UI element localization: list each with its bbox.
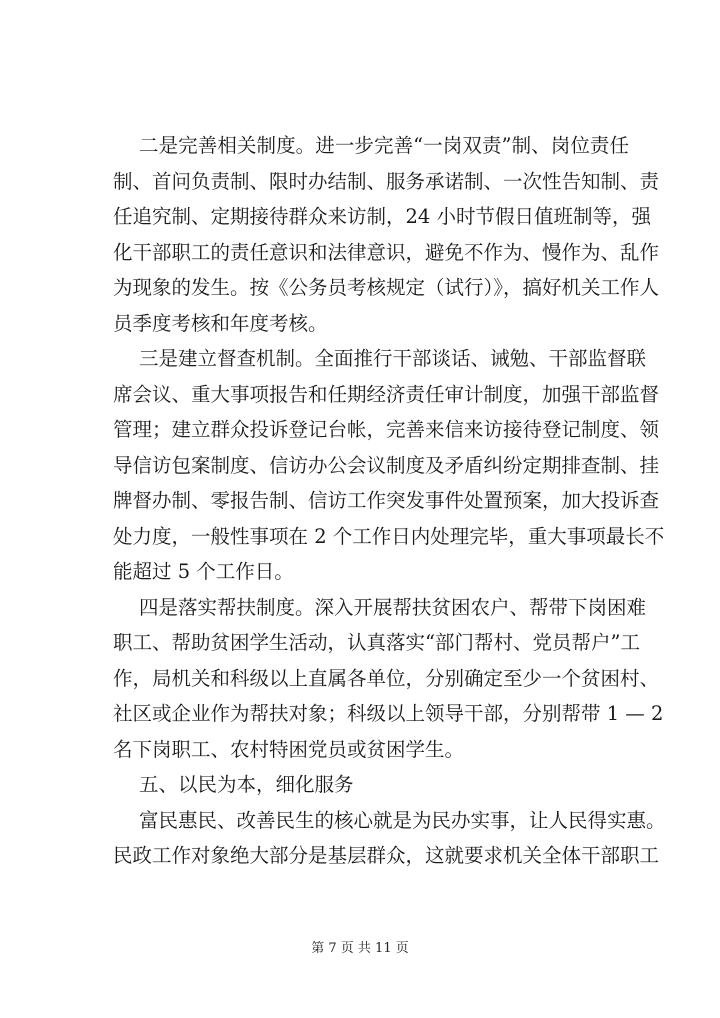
paragraph-assistance-system	[113, 590, 664, 768]
text-line: 二是完善相关制度。进一步完善“一岗双责”制、岗位责任	[139, 134, 629, 157]
text-line: 席会议、重大事项报告和任期经济责任审计制度，加强干部监督	[113, 382, 660, 406]
text-line: 处力度，一般性事项在 2 个工作日内处理完毕，重大事项最长不	[113, 524, 665, 548]
text-line: 员季度考核和年度考核。	[113, 311, 328, 335]
paragraph-improve-systems	[113, 128, 660, 341]
text-line: 牌督办制、零报告制、信访工作突发事件处置预案，加大投诉查	[113, 489, 660, 512]
text-line: 社区或企业作为帮扶对象；科级以上领导干部，分别帮带 1 — 2	[113, 702, 664, 725]
text-line: 四是落实帮扶制度。深入开展帮扶贫困农户、帮带下岗困难	[139, 595, 647, 619]
text-line: 民政工作对象绝大部分是基层群众，这就要求机关全体干部职工	[113, 844, 660, 867]
section-heading: 五、以民为本，细化服务	[139, 773, 354, 796]
text-line: 管理；建立群众投诉登记台帐，完善来信来访接待登记制度、领	[113, 418, 660, 441]
document-body	[113, 128, 666, 874]
text-line: 职工、帮助贫困学生活动，认真落实“部门帮村、党员帮户”工	[113, 631, 640, 654]
paragraph-supervision-mechanism	[113, 341, 665, 590]
text-line: 能超过 5 个工作日。	[113, 560, 294, 583]
text-line: 富民惠民、改善民生的核心就是为民办实事，让人民得实惠。	[139, 808, 666, 832]
text-line: 任追究制、定期接待群众来访制，24 小时节假日值班制等，强	[113, 205, 652, 228]
text-line: 三是建立督查机制。全面推行干部谈话、诫勉、干部监督联	[139, 347, 647, 370]
text-line: 名下岗职工、农村特困党员或贫困学生。	[113, 737, 465, 761]
text-line: 为现象的发生。按《公务员考核规定（试行）》，搞好机关工作人	[113, 276, 660, 299]
paragraph-people-oriented	[113, 803, 666, 874]
page-number-footer: 第 7 页 共 11 页	[311, 941, 409, 956]
text-line: 化干部职工的责任意识和法律意识，避免不作为、慢作为、乱作	[113, 240, 660, 264]
text-line: 作，局机关和科级以上直属各单位，分别确定至少一个贫困村、	[113, 666, 660, 690]
text-line: 制、首问负责制、限时办结制、服务承诺制、一次性告知制、责	[113, 169, 660, 193]
text-line: 导信访包案制度、信访办公会议制度及矛盾纠纷定期排查制、挂	[113, 453, 660, 477]
